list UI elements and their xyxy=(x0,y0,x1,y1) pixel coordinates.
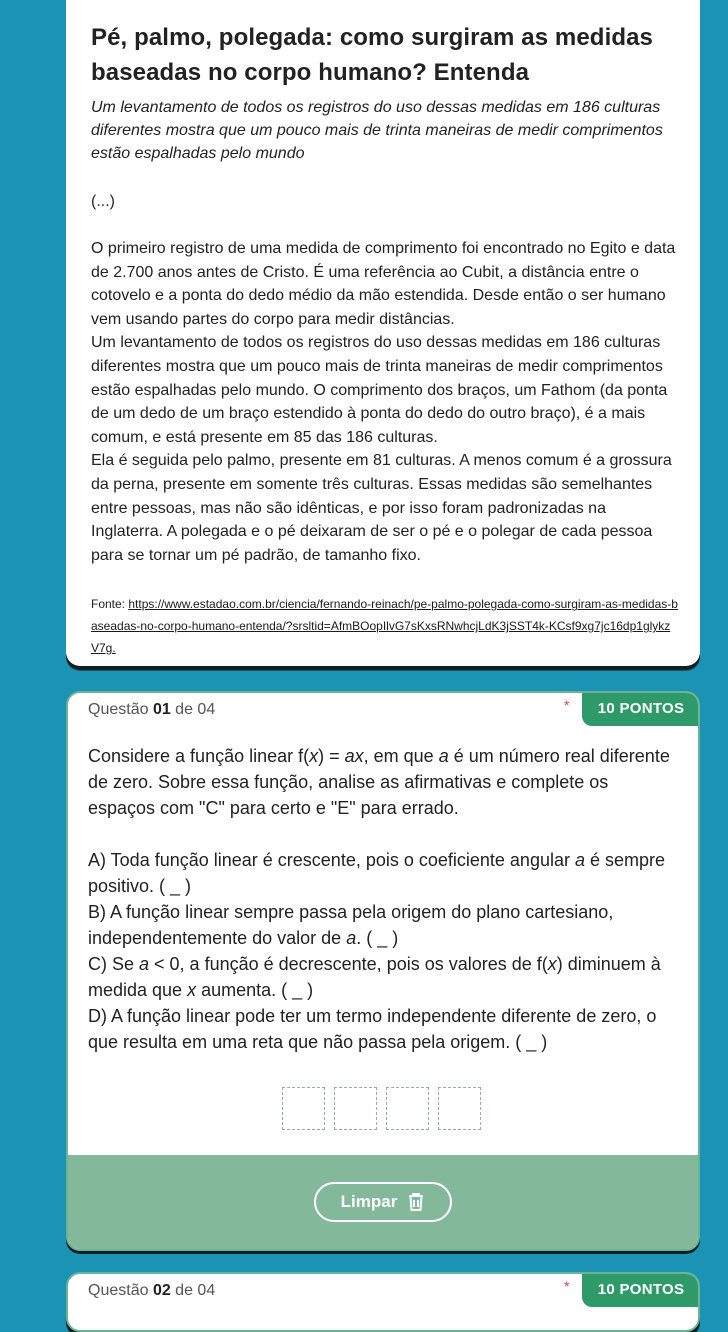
article-card xyxy=(66,0,700,666)
question-prompt: Considere a função linear f(x) = ax, em que a é um número real diferente de zero. Sobre essa função, analise as afirmativas e complete os espaços com "C" para certo e "E" para errado. xyxy=(88,746,670,818)
question-footer xyxy=(68,1155,698,1249)
statement-b: B) A função linear sempre passa pela origem do plano cartesiano, independentemente do valor de a. ( _ ) xyxy=(88,902,614,948)
article-title: Pé, palmo, polegada: como surgiram as medidas baseadas no corpo humano? Entenda xyxy=(91,24,653,86)
statement-c: C) Se a < 0, a função é decrescente, pois os valores de f(x) diminuem à medida que x aumenta. ( _ ) xyxy=(88,954,661,1000)
question-header xyxy=(68,693,698,727)
question-label: Questão 01 de 04 xyxy=(88,701,216,718)
required-mark: * xyxy=(564,697,570,713)
required-mark: * xyxy=(564,1278,570,1294)
points-badge: 10 PONTOS xyxy=(582,1272,700,1307)
clear-button[interactable] xyxy=(314,1182,452,1222)
article-subtitle: Um levantamento de todos os registros do uso dessas medidas em 186 culturas diferentes mostra que um pouco mais de trinta maneiras de medir comprimentos estão espalhadas pelo mundo xyxy=(91,99,663,162)
article-paragraph: O primeiro registro de uma medida de comprimento foi encontrado no Egito e data de 2.700 anos antes de Cristo. É uma referência ao Cubit, a distância entre o cotovelo e a ponta do dedo médio da mão estendida. Desde então o ser humano vem usando partes do corpo para medir distâncias. xyxy=(91,240,676,328)
answer-box-3[interactable] xyxy=(386,1087,429,1130)
source-label: Fonte: xyxy=(91,597,129,612)
clear-button-label: Limpar xyxy=(340,1192,398,1211)
question-body xyxy=(68,727,698,1130)
article-source xyxy=(91,593,678,659)
question-label: Questão 02 de 04 xyxy=(88,1282,216,1299)
source-link[interactable]: https://www.estadao.com.br/ciencia/fernando-reinach/pe-palmo-polegada-como-surgiram-as-medidas-baseadas-no-corpo-humano-entenda/?srsltid=AfmBOopIlvG7sKxsRNwhcjLdK3jSST4k-KCsf9xg7jc16dp1glykzV7g. xyxy=(91,597,678,656)
question-card-1 xyxy=(66,691,700,1251)
statement-a: A) Toda função linear é crescente, pois o coeficiente angular a é sempre positivo. ( _ ) xyxy=(88,850,666,896)
statement-d: D) A função linear pode ter um termo independente diferente de zero, o que resulta em uma reta que não passa pela origem. ( _ ) xyxy=(88,1006,657,1052)
answer-box-2[interactable] xyxy=(334,1087,377,1130)
trash-icon xyxy=(407,1192,425,1212)
article-ellipsis: (...) xyxy=(91,193,115,210)
question-number: 02 xyxy=(152,1282,171,1299)
question-number: 01 xyxy=(152,701,171,718)
answer-box-4[interactable] xyxy=(438,1087,481,1130)
article-paragraph: Um levantamento de todos os registros do uso dessas medidas em 186 culturas diferentes mostra que um pouco mais de trinta maneiras de medir comprimentos estão espalhadas pelo mundo. O comprimento dos braços, um Fathom (da ponta de um dedo de um braço estendido à ponta do dedo do outro braço), é a mais comum, e está presente em 85 das 186 culturas. xyxy=(91,334,668,446)
question-card-2 xyxy=(66,1272,700,1332)
article-body xyxy=(91,237,678,567)
answer-boxes xyxy=(282,1087,678,1130)
question-header xyxy=(68,1274,698,1308)
article-paragraph: Ela é seguida pelo palmo, presente em 81 culturas. A menos comum é a grossura da perna, presente em somente três culturas. Essas medidas são semelhantes entre pessoas, mas não são idênticas, e por isso foram padronizadas na Inglaterra. A polegada e o pé deixaram de ser o pé e o polegar de cada pessoa para se tornar um pé padrão, de tamanho fixo. xyxy=(91,452,672,564)
answer-box-1[interactable] xyxy=(282,1087,325,1130)
points-badge: 10 PONTOS xyxy=(582,691,700,726)
